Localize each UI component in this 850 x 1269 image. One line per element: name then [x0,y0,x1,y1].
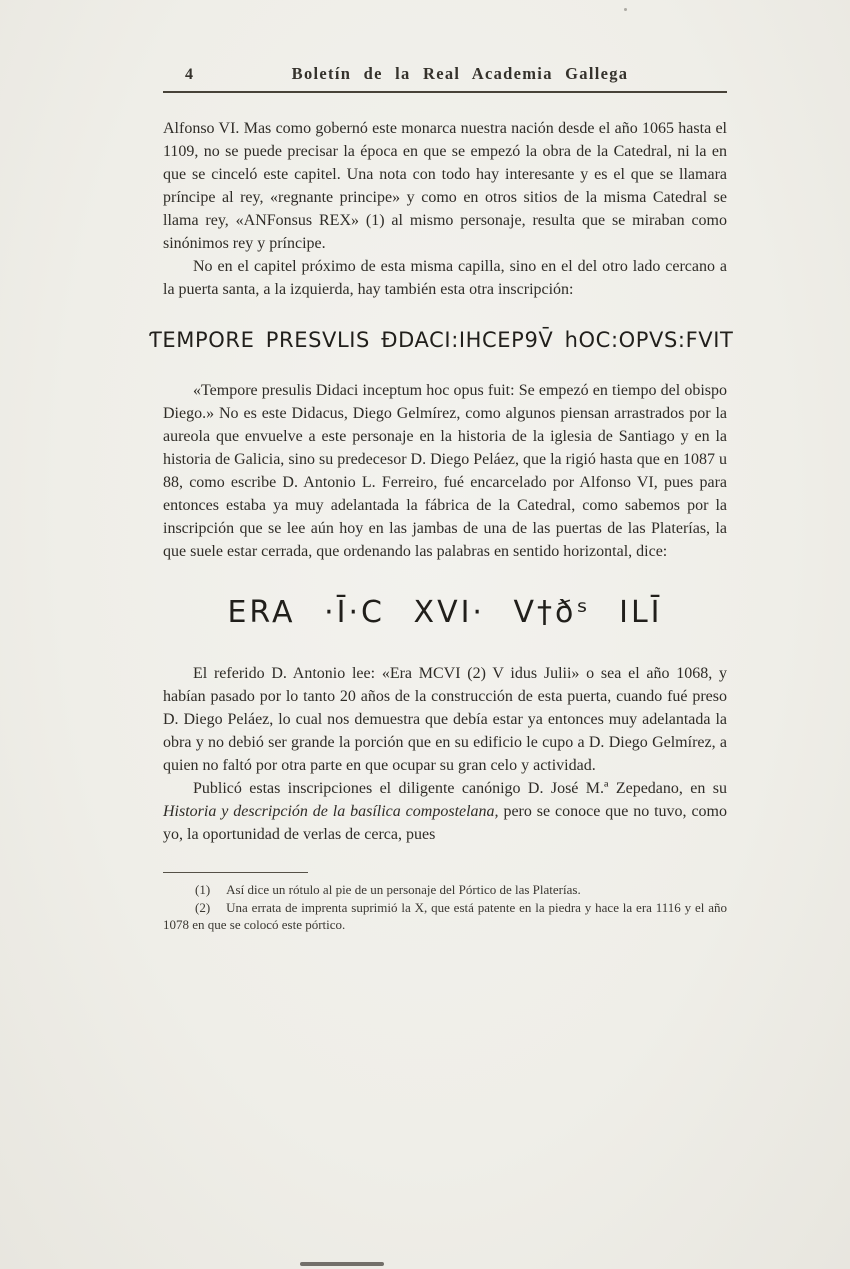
footnote-2-marker: (2) [195,899,211,915]
footnote-1-marker: (1) [195,882,211,897]
scan-artifact-smudge [300,1262,384,1266]
journal-title: Boletín de la Real Academia Gallega [291,64,629,83]
paragraph-tempore-explanation: «Tempore presulis Didaci inceptum hoc opus fuit: Se empezó en tiempo del obispo Diego.» No es este Didacus, Diego Gelmírez, como algunos piensan arrastrados por la aureola que envuelve a este personaje en la historia de la iglesia de Santiago y en la historia de Galicia, sino su predecesor D. Diego Peláez, que la rigió hasta que en 1087 u 88, como escribe D. Antonio L. Ferreiro, fué encarcelado por Alfonso VI, pues para entonces estaba ya muy adelantada la fábrica de la Catedral, como sabemos por la inscripción que se lee aún hoy en las jambas de una de las puertas de las Platerías, la que suele estar cerrada, que ordenando las palabras en sentido horizontal, dice: [163,382,727,560]
scan-artifact-speck [624,8,627,11]
page-number: 4 [185,66,193,83]
footnote-2 [163,899,727,934]
page-body [149,117,734,846]
paragraph-alfonso: Alfonso VI. Mas como gobernó este monarca nuestra nación desde el año 1065 hasta el 1109, no se puede precisar la época en que se empezó la obra de la Catedral, ni la en que se cinceló este capitel. Una nota con todo hay interesante y es el que se llamara príncipe al rey, «regnante principe» y como en otros sitios de la misma Catedral se llama rey, «ANFonsus REX» (1) al mismo personaje, resulta que se miraban como sinónimos rey y príncipe. [163,120,727,252]
paragraph-zepedano [163,777,727,846]
latin-inscription-tempore: ƬEMPORE PRESVLIS ĐDACI:IHCEP9V̄ hOC:OPVS:FVIT [149,328,734,352]
footnotes-section [163,872,727,934]
footnote-1 [163,881,727,899]
paragraph-zepedano-text: Publicó estas inscripciones el diligente canónigo D. José M.ª Zepedano, en su [193,780,727,797]
latin-inscription-era: ERA ·Ī·C XVI· V†ðˢ ILĪ [227,595,663,630]
paragraph-capitel: No en el capitel próximo de esta misma capilla, sino en el del otro lado cercano a la puerta santa, a la izquierda, hay también esta otra inscripción: [163,258,727,298]
paragraph-era-explanation: El referido D. Antonio lee: «Era MCVI (2) V idus Julii» o sea el año 1068, y habían pasado por lo tanto 20 años de la construcción de esta puerta, cuando fué preso D. Diego Peláez, lo cual nos demuestra que debía estar ya entonces muy adelantada la obra y no debió ser grande la porción que en su edificio le cupo a D. Diego Gelmírez, a quien no faltó por otra parte en que ocupar su gran celo y actividad. [163,665,727,774]
paragraph-zepedano-text-cont: pero se conoce que no tuvo, como yo, la oportunidad de verlas de cerca, pues [163,803,727,843]
book-title-italic: Historia y descripción de la basílica compostelana, [163,803,499,820]
footnote-rule [163,872,308,873]
page-header [163,64,727,93]
footnote-2-text: Una errata de imprenta suprimió la X, que está patente en la piedra y hace la era 1116 y el año 1078 en que se colocó este pórtico. [163,899,727,932]
footnote-1-text: Así dice un rótulo al pie de un personaje del Pórtico de las Platerías. [226,882,581,897]
